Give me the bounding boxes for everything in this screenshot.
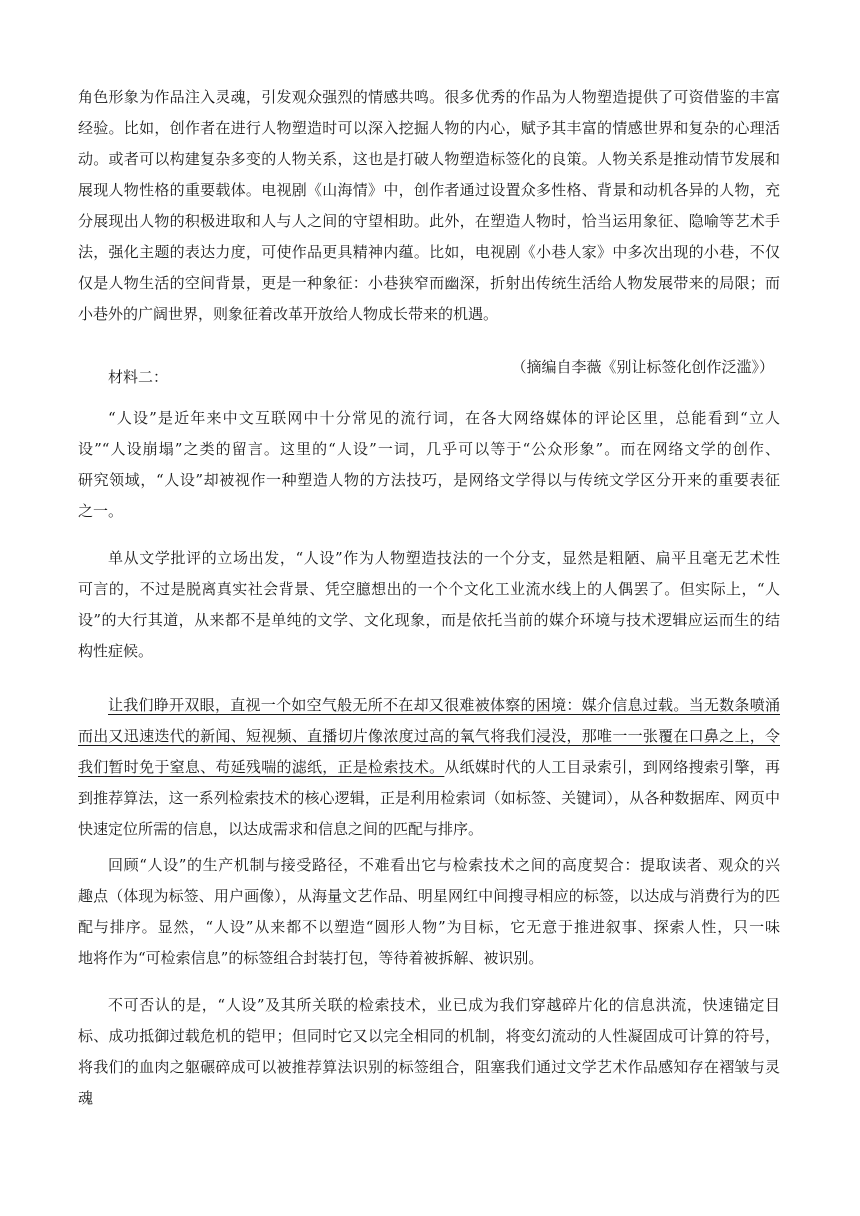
- text-line: 动。或者可以构建复杂多变的人物关系，这也是打破人物塑造标签化的良策。人物关系是推动情节发展和: [78, 150, 780, 168]
- text-line: 不可否认的是，“人设”及其所关联的检索技术，业已成为我们穿越碎片化的信息洪流，快速锚定目: [108, 996, 780, 1014]
- paragraph-1: [78, 403, 780, 527]
- source-citation: （摘编自李薇《别让标签化创作泛滥》）: [511, 358, 774, 376]
- text-line: [78, 690, 780, 721]
- text-line: 快速定位所需的信息，以达成需求和信息之间的匹配与排序。: [78, 820, 484, 838]
- text-line: [78, 721, 780, 752]
- paragraph-intro: [78, 82, 780, 330]
- text-line: 经验。比如，创作者在进行人物塑造时可以深入挖掘人物的内心，赋予其丰富的情感世界和复杂的心理活: [78, 119, 780, 137]
- text-line: “人设”是近年来中文互联网中十分常见的流行词，在各大网络媒体的评论区里，总能看到“立人: [108, 409, 780, 427]
- paragraph-2: [78, 543, 780, 667]
- text-line: 标、成功抵御过载危机的铠甲；但同时它又以完全相同的机制，将变幻流动的人性凝固成可计算的符号，: [78, 1027, 780, 1045]
- text-line: 设”的大行其道，从来都不是单纯的文学、文化现象，而是依托当前的媒介环境与技术逻辑应运而生的结: [78, 611, 780, 629]
- paragraph-5: [78, 990, 780, 1114]
- text-line: [78, 752, 780, 783]
- text-line: 小巷外的广阔世界，则象征着改革开放给人物成长带来的机遇。: [78, 305, 499, 323]
- text-line: 设”“人设崩塌”之类的留言。这里的“人设”一词，几乎可以等于“公众形象”。而在网络文学的创作、: [78, 440, 780, 458]
- text-line: 分展现出人物的积极进取和人与人之间的守望相助。此外，在塑造人物时，恰当运用象征、隐喻等艺术手: [78, 212, 780, 230]
- underlined-text: 而出又迅速迭代的新闻、短视频、直播切片像浓度过高的氧气将我们浸没，那唯一一张覆在口鼻之上，令: [78, 727, 780, 745]
- underlined-text: 让我们睁开双眼，直视一个如空气般无所不在却又很难被体察的困境：媒介信息过载。当无数条喷涌: [108, 696, 780, 714]
- text-line: 地将作为“可检索信息”的标签组合封装打包，等待着被拆解、被识别。: [78, 949, 544, 967]
- underlined-text: 我们暂时免于窒息、苟延残喘的滤纸，正是检索技术。: [78, 758, 445, 776]
- material-heading: 材料二：: [108, 368, 169, 386]
- plain-text: 从纸媒时代的人工目录索引，到网络搜索引擎，再: [444, 758, 780, 776]
- text-line: 回顾“人设”的生产机制与接受路径，不难看出它与检索技术之间的高度契合：提取读者、观众的兴: [108, 856, 780, 874]
- text-line: 趣点（体现为标签、用户画像），从海量文艺作品、明星网红中间搜寻相应的标签，以达成与消费行为的匹: [78, 887, 780, 905]
- text-line: 配与排序。显然，“人设”从来都不以塑造“圆形人物”为目标，它无意于推进叙事、探索人性，只一味: [78, 918, 780, 936]
- paragraph-3: [78, 690, 780, 845]
- text-line: 展现人物性格的重要载体。电视剧《山海情》中，创作者通过设置众多性格、背景和动机各异的人物，充: [78, 181, 780, 199]
- text-line: 法，强化主题的表达力度，可使作品更具精神内蕴。比如，电视剧《小巷人家》中多次出现的小巷，不仅: [78, 243, 780, 261]
- text-line: 角色形象为作品注入灵魂，引发观众强烈的情感共鸣。很多优秀的作品为人物塑造提供了可资借鉴的丰富: [78, 88, 780, 106]
- text-line: 研究领域，“人设”却被视作一种塑造人物的方法技巧，是网络文学得以与传统文学区分开来的重要表征: [78, 471, 780, 489]
- text-line: 仅是人物生活的空间背景，更是一种象征：小巷狭窄而幽深，折射出传统生活给人物发展带来的局限；而: [78, 274, 780, 292]
- text-line: 到推荐算法，这一系列检索技术的核心逻辑，正是利用检索词（如标签、关键词），从各种数据库、网页中: [78, 789, 780, 807]
- text-line: 单从文学批评的立场出发，“人设”作为人物塑造技法的一个分支，显然是粗陋、扁平且毫无艺术性: [108, 549, 780, 567]
- text-line: 构性症候。: [78, 642, 154, 660]
- text-line: 将我们的血肉之躯碾碎成可以被推荐算法识别的标签组合，阻塞我们通过文学艺术作品感知存在褶皱与灵魂: [78, 1058, 780, 1107]
- text-line: 可言的，不过是脱离真实社会背景、凭空臆想出的一个个文化工业流水线上的人偶罢了。但实际上，“人: [78, 580, 780, 598]
- text-line: 之一。: [78, 502, 124, 520]
- paragraph-4: [78, 850, 780, 974]
